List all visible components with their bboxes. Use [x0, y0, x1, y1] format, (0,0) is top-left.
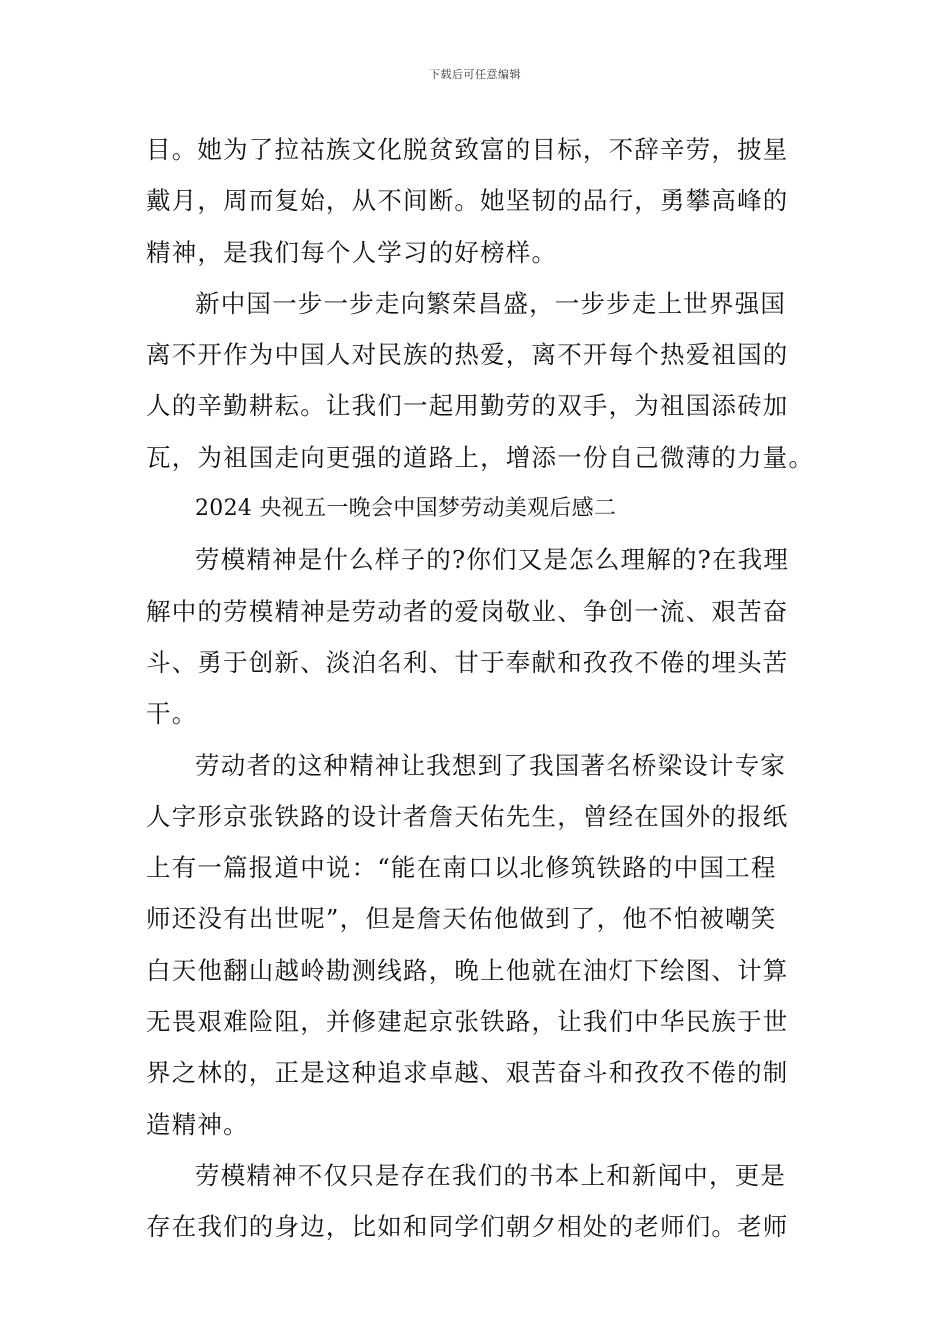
page-header: 下载后可任意编辑: [429, 68, 521, 81]
section-heading: 2024 央视五一晚会中国梦劳动美观后感二: [195, 496, 617, 522]
text-line: 存在我们的身边，比如和同学们朝夕相处的老师们。老师: [146, 1212, 789, 1242]
text-line: 师还没有出世呢”，但是詹天佑他做到了，他不怕被嘲笑: [146, 904, 777, 934]
paragraph-first-line: 劳动者的这种精神让我想到了我国著名桥梁设计专家: [195, 750, 787, 780]
text-line: 造精神。: [146, 1109, 249, 1139]
text-line: 界之林的，正是这种追求卓越、艰苦奋斗和孜孜不倦的制: [146, 1058, 789, 1088]
text-line: 干。: [146, 699, 198, 729]
text-line: 离不开作为中国人对民族的热爱，离不开每个热爱祖国的: [146, 340, 789, 370]
text-line: 白天他翻山越岭勘测线路，晚上他就在油灯下绘图、计算: [146, 955, 789, 985]
text-line: 人字形京张铁路的设计者詹天佑先生，曾经在国外的报纸: [146, 801, 789, 831]
text-line: 精神，是我们每个人学习的好榜样。: [146, 237, 558, 267]
text-line: 人的辛勤耕耘。让我们一起用勤劳的双手，为祖国添砖加: [146, 391, 789, 421]
text-line: 斗、勇于创新、淡泊名利、甘于奉献和孜孜不倦的埋头苦: [146, 647, 789, 677]
text-line: 无畏艰难险阻，并修建起京张铁路，让我们中华民族于世: [146, 1007, 789, 1037]
text-line: 戴月，周而复始，从不间断。她坚韧的品行，勇攀高峰的: [146, 186, 789, 216]
text-line: 解中的劳模精神是劳动者的爱岗敬业、争创一流、艰苦奋: [146, 596, 789, 626]
text-line: 上有一篇报道中说：“能在南口以北修筑铁路的中国工程: [146, 853, 777, 883]
text-line: 目。她为了拉祜族文化脱贫致富的目标，不辞辛劳，披星: [146, 135, 789, 164]
paragraph-first-line: 新中国一步一步走向繁荣昌盛，一步步走上世界强国: [195, 288, 787, 318]
document-body: [146, 124, 815, 1253]
text-line: 瓦，为祖国走向更强的道路上，增添一份自己微薄的力量。: [146, 442, 815, 472]
paragraph-first-line: 劳模精神是什么样子的?你们又是怎么理解的?在我理: [195, 545, 790, 575]
paragraph-first-line: 劳模精神不仅只是存在我们的书本上和新闻中，更是: [195, 1160, 787, 1190]
